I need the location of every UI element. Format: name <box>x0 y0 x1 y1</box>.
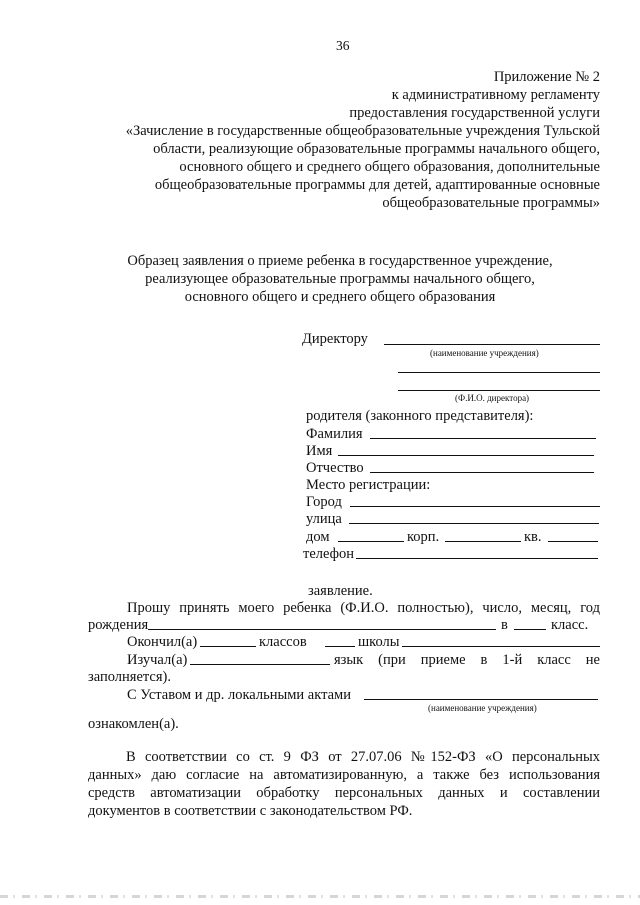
appendix-line: предоставления государственной услуги <box>349 105 600 121</box>
birth-label: рождения <box>88 617 149 633</box>
charter-institution-field[interactable] <box>364 699 598 700</box>
finished-classes-field[interactable] <box>200 646 256 647</box>
school-number-field[interactable] <box>325 646 355 647</box>
consent-line: данных» даю согласие на автоматизированную, а также без использования <box>88 767 600 783</box>
language-text: язык (при приеме в 1-й класс не <box>334 652 600 668</box>
title-line: основного общего и среднего общего образования <box>184 289 496 305</box>
title-line: Образец заявления о приеме ребенка в государственное учреждение, <box>127 253 553 269</box>
appendix-header <box>40 68 600 212</box>
finished-label: Окончил(а) <box>127 634 198 650</box>
appendix-line: основного общего и среднего общего образования, дополнительные <box>179 159 600 175</box>
patronymic-label: Отчество <box>306 460 364 476</box>
birth-field[interactable] <box>148 629 496 630</box>
apartment-field[interactable] <box>548 541 598 542</box>
charter-label: С Уставом и др. локальными актами <box>127 687 351 703</box>
studied-label: Изучал(а) <box>127 652 188 668</box>
parent-label: родителя (законного представителя): <box>306 408 534 424</box>
title-line: реализующее образовательные программы начального общего, <box>145 271 535 287</box>
director-label: Директору <box>302 331 368 347</box>
phone-field[interactable] <box>356 558 598 559</box>
institution-field[interactable] <box>384 344 600 345</box>
director-name-field-1[interactable] <box>398 372 600 373</box>
director-name-hint: (Ф.И.О. директора) <box>455 393 530 403</box>
consent-paragraph <box>88 748 600 820</box>
school-label: школы <box>358 634 400 650</box>
patronymic-field[interactable] <box>370 472 594 473</box>
acquainted-label: ознакомлен(а). <box>88 716 179 732</box>
institution-hint: (наименование учреждения) <box>430 348 539 358</box>
scan-artifact <box>0 895 640 898</box>
surname-label: Фамилия <box>306 426 363 442</box>
name-label: Имя <box>306 443 333 459</box>
class-number-field[interactable] <box>514 629 546 630</box>
surname-field[interactable] <box>370 438 596 439</box>
house-field[interactable] <box>338 541 404 542</box>
city-field[interactable] <box>350 506 600 507</box>
in-label: в <box>501 617 508 633</box>
appendix-line: «Зачисление в государственные общеобразовательные учреждения Тульской <box>125 123 600 139</box>
consent-line: В соответствии со ст. 9 ФЗ от 27.07.06 №152-ФЗ «О персональных <box>126 749 600 765</box>
city-label: Город <box>306 494 342 510</box>
street-field[interactable] <box>349 523 599 524</box>
class-label: класс. <box>551 617 589 633</box>
apartment-label: кв. <box>524 529 542 545</box>
appendix-line: к административному регламенту <box>391 87 600 103</box>
street-label: улица <box>306 511 342 527</box>
name-field[interactable] <box>338 455 594 456</box>
school-name-field[interactable] <box>402 646 600 647</box>
building-label: корп. <box>407 529 440 545</box>
application-heading: заявление. <box>308 583 373 599</box>
classes-label: классов <box>259 634 307 650</box>
request-line: Прошу принять моего ребенка (Ф.И.О. полностью), число, месяц, год <box>127 600 600 616</box>
consent-line: документов в соответствии с законодательством РФ. <box>88 803 413 819</box>
consent-line: средств автоматизации обработку персональных данных и составлении <box>88 785 600 801</box>
charter-hint: (наименование учреждения) <box>428 703 537 713</box>
appendix-line: общеобразовательные программы для детей, адаптированные основные <box>154 177 600 193</box>
registration-label: Место регистрации: <box>306 477 431 493</box>
building-field[interactable] <box>445 541 521 542</box>
document-title <box>60 252 620 306</box>
appendix-line: Приложение № 2 <box>493 69 600 85</box>
appendix-line: области, реализующие образовательные программы начального общего, <box>153 141 600 157</box>
language-text-cont: заполняется). <box>88 669 171 685</box>
language-field[interactable] <box>190 664 330 665</box>
director-name-field-2[interactable] <box>398 390 600 391</box>
page-number: 36 <box>336 38 350 53</box>
house-label: дом <box>306 529 330 545</box>
appendix-line: общеобразовательные программы» <box>382 195 600 211</box>
phone-label: телефон <box>303 546 355 562</box>
